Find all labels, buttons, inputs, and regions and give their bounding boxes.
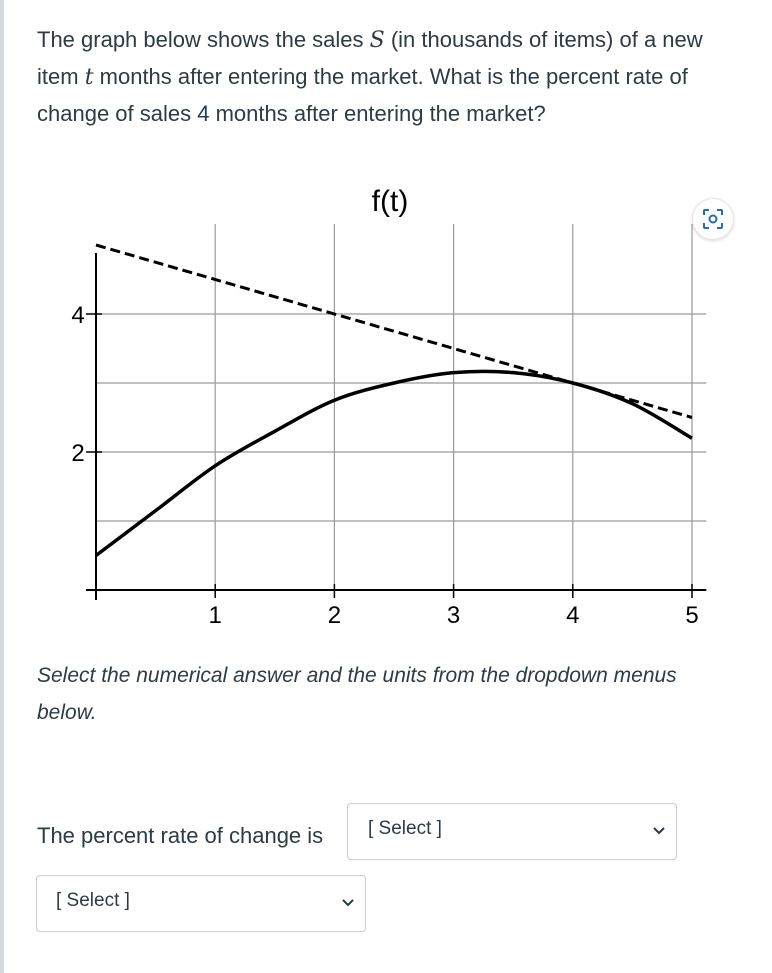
sales-graph: [40, 178, 740, 638]
question-part-2: (in thousands of items) of a new item: [37, 27, 703, 89]
zoom-icon: [702, 208, 724, 230]
sales-curve: [96, 371, 692, 555]
question-part-1: The graph below shows the sales: [37, 27, 370, 52]
x-tick-label: 5: [685, 602, 699, 629]
answer-label: The percent rate of change is: [37, 823, 324, 848]
rate-value-select-text: [ Select ]: [368, 818, 442, 839]
units-select[interactable]: [36, 875, 366, 932]
variable-s: S: [369, 28, 385, 53]
question-text: [37, 22, 737, 132]
chevron-down-icon: [341, 898, 355, 908]
chevron-down-icon: [652, 826, 666, 836]
rate-value-select[interactable]: [347, 803, 677, 860]
tangent-line: [96, 245, 692, 418]
question-part-3: months after entering the market. What is the percent rate of change of sales 4 months after entering the market?: [37, 64, 688, 126]
sales-graph-svg: [40, 178, 740, 638]
instruction-text: Select the numerical answer and the units from the dropdown menus below.: [37, 664, 677, 724]
x-tick-label: 3: [446, 602, 461, 629]
zoom-button[interactable]: [692, 198, 734, 240]
x-tick-label: 4: [566, 602, 580, 629]
y-tick-label: 2: [71, 440, 85, 467]
variable-t: t: [84, 65, 94, 90]
x-tick-label: 2: [327, 602, 342, 629]
left-border: [0, 0, 4, 973]
y-tick-label: 4: [71, 302, 85, 329]
chart-title: f(t): [371, 185, 409, 218]
units-select-text: [ Select ]: [56, 890, 130, 911]
x-tick-label: 1: [208, 602, 222, 629]
